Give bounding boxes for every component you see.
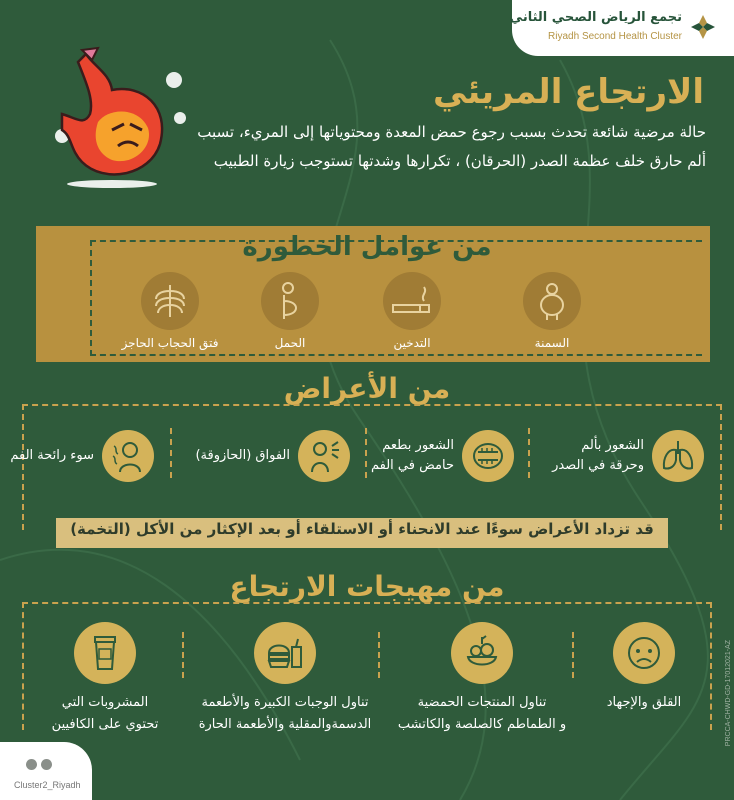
symptom-item-chest-burning <box>552 426 704 486</box>
social-icons <box>26 759 52 770</box>
risk-factors-title: من عوامل الخطورة <box>242 232 492 262</box>
symptom-separator <box>365 428 369 478</box>
risk-item-smoking <box>357 272 467 350</box>
bad-breath-icon <box>102 430 154 482</box>
symptom-separator <box>528 428 532 478</box>
risk-item-label: الحمل <box>274 336 306 350</box>
symptom-item-sour-taste <box>371 426 514 486</box>
trigger-item-acidic-foods <box>392 622 572 736</box>
instagram-icon[interactable] <box>41 759 52 770</box>
trigger-label <box>40 692 170 736</box>
obesity-icon <box>523 272 581 330</box>
hiccup-icon <box>298 430 350 482</box>
symptom-label-text: الشعور بطعم حامض في الفم <box>370 438 454 473</box>
cigarette-icon <box>383 272 441 330</box>
trigger-label-text: المشروبات التي تحتوي على الكافيين <box>51 695 159 732</box>
trigger-label-text: تناول الوجبات الكبيرة والأطعمة الدسمةوالمقلية والأطعمة الحارة <box>198 695 372 732</box>
symptoms-note: قد تزداد الأعراض سوءًا عند الانحناء أو الاستلقاء أو بعد الإكثار من الأكل (التخمة) <box>70 520 654 538</box>
pregnancy-icon <box>261 272 319 330</box>
stressed-face-icon <box>613 622 675 684</box>
trigger-item-caffeine <box>40 622 170 736</box>
risk-item-obesity <box>497 272 607 350</box>
mouth-icon <box>462 430 514 482</box>
trigger-label-text: القلق والإجهاد <box>606 695 682 710</box>
risk-item-pregnancy <box>235 272 345 350</box>
page-title: الارتجاع المريئي <box>432 72 704 112</box>
symptom-item-bad-breath <box>10 426 154 486</box>
logo-arabic-text: تجمع الرياض الصحي الثاني <box>509 10 682 25</box>
social-handle[interactable]: Cluster2_Riyadh <box>14 780 81 790</box>
symptom-label-text: الشعور بألم وحرقة في الصدر <box>552 438 644 473</box>
risk-item-hiatal-hernia <box>115 272 225 350</box>
intro-paragraph: حالة مرضية شائعة تحدث بسبب رجوع حمض المعدة ومحتوياتها إلى المريء، تسبب ألم حارق خلف عظمة الصدر (الحرقان) ، تكرارها وشدتها تستوجب زيارة الطبيب <box>197 123 706 170</box>
trigger-label <box>392 692 572 736</box>
twitter-icon[interactable] <box>26 759 37 770</box>
logo-english-text: Riyadh Second Health Cluster <box>548 31 682 42</box>
symptom-label <box>552 436 644 476</box>
cluster-logo-icon <box>690 14 716 40</box>
trigger-label-text: تناول المنتجات الحمضية و الطماطم كالصلصة والكاتشب <box>397 695 567 732</box>
symptoms-title: من الأعراض <box>283 372 451 405</box>
symptom-item-hiccups <box>195 426 350 486</box>
symptom-label <box>195 446 290 466</box>
lungs-icon <box>652 430 704 482</box>
fast-food-icon <box>254 622 316 684</box>
footer-social-box <box>0 742 92 800</box>
trigger-label <box>190 692 380 736</box>
risk-item-label: التدخين <box>393 336 431 350</box>
vegetables-icon <box>451 622 513 684</box>
trigger-separator <box>182 632 184 678</box>
header-logo <box>509 0 734 56</box>
trigger-label <box>594 692 694 714</box>
coffee-cup-icon <box>74 622 136 684</box>
risk-item-label: السمنة <box>534 336 570 350</box>
reference-code: PRCCA-CHWD-GD-17012021-AZ <box>725 640 732 747</box>
symptom-label <box>10 446 94 466</box>
symptom-separator <box>170 428 174 478</box>
trigger-separator <box>572 632 574 678</box>
triggers-title: من مهيجات الارتجاع <box>229 570 505 603</box>
symptom-label <box>371 436 454 476</box>
risk-item-label: فتق الحجاب الحاجز <box>121 336 219 350</box>
trigger-item-stress <box>594 622 694 714</box>
ribcage-icon <box>141 272 199 330</box>
symptom-label-text: سوء رائحة الفم <box>10 448 94 463</box>
symptom-label-text: الفواق (الحازوقة) <box>195 448 290 463</box>
stomach-illustration <box>42 44 192 194</box>
trigger-item-heavy-meals <box>190 622 380 736</box>
